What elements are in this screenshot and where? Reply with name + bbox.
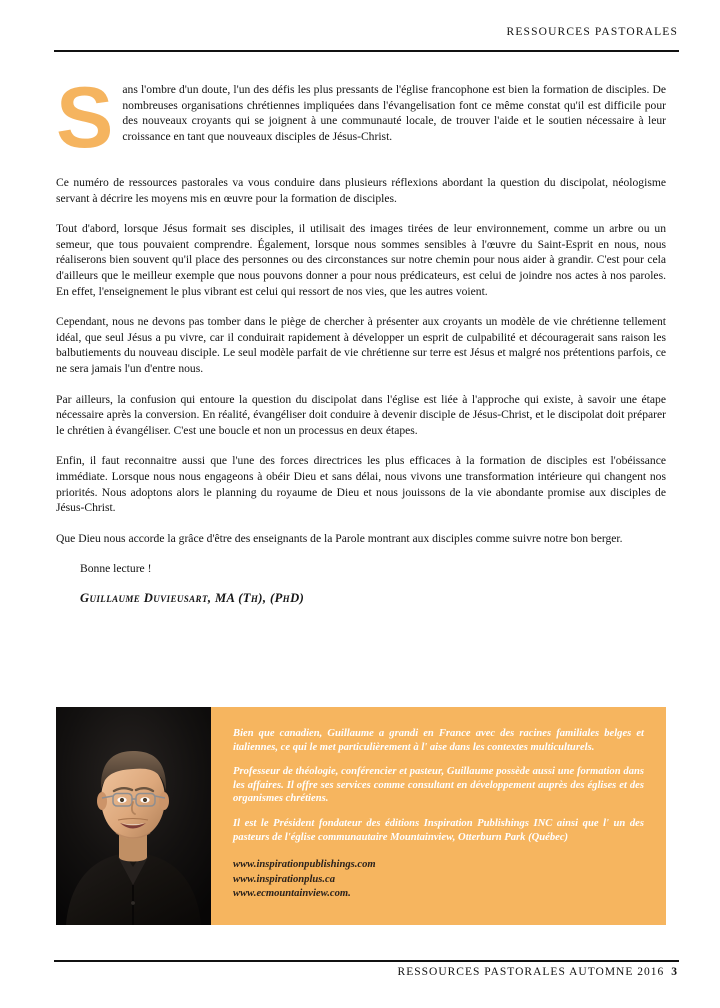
bio-links-list [233,858,644,901]
closing-line: Bonne lecture ! [80,562,152,576]
header-title: RESSOURCES PASTORALES [506,26,678,38]
page-footer [54,960,678,986]
footer-title: RESSOURCES PASTORALES AUTOMNE 2016 [397,966,665,978]
footer-divider [54,960,679,962]
paragraph-intro-text: ans l'ombre d'un doute, l'un des défis les plus pressants de l'église francophone est bien la formation de disciples. De nombreuses organisations chrétiennes impliquées dans l'évangelisation font ce même constat qu'il est difficile pour des nouveaux croyants qui se joignent à une communauté locale, de trouver l'aide et le soutien nécessaire à leur croissance en tant que nouveaux disciples de Jésus-Christ. [122,83,666,143]
author-photo [56,707,211,925]
paragraph-5: Par ailleurs, la confusion qui entoure la question du discipolat dans l'église est liée à l'approche qui existe, à savoir une étape nécessaire après la conversion. En réalité, évangéliser doit conduire à devenir disciple de Jésus-Christ, et le discipolat doit préparer le chrétien à évangéliser. C'est une boucle et non un processus en deux étapes. [56,392,666,437]
bio-paragraph-2: Professeur de théologie, conférencier et pasteur, Guillaume possède aussi une formation dans les affaires. Il offre ses services comme consultant en développement auprès des églises et des organismes chrétiens. [233,766,644,805]
bio-paragraph-1: Bien que canadien, Guillaume a grandi en France avec des racines familiales belges et italiennes, ce qui le met particulièrement à l' aise dans les contextes multiculturels. [233,728,644,753]
paragraph-4: Cependant, nous ne devons pas tomber dans le piège de chercher à présenter aux croyants un modèle de vie chrétienne tellement idéal, que seul Jésus a pu vivre, car il conduirait rapidement à développer un esprit de culpabilité et découragerait sans raison les balbutiements du nouveau disciple. Le seul modèle parfait de vie chrétienne sur terre est Jésus et malgré nos prétentions parfois, ce ne sera jamais l'un d'entre nous. [56,315,666,375]
bio-link-inspirationplus[interactable]: www.inspirationplus.ca [233,873,336,885]
footer-content [398,966,678,978]
author-portrait-image [56,707,211,925]
paragraph-intro [56,70,666,166]
article-body [56,70,666,606]
author-signature: Guillaume Duvieusart, MA (Th), (PhD) [80,590,305,605]
drop-cap-letter: S [56,70,114,166]
author-bio-block [56,707,666,925]
bio-link-ecmountainview[interactable]: www.ecmountainview.com. [233,887,351,899]
paragraph-2: Ce numéro de ressources pastorales va vous conduire dans plusieurs réflexions abordant la question du discipolat, néologisme servant à décrire les moyens mis en œuvre pour la formation de disciples. [56,176,666,205]
page-header [54,26,678,54]
bio-paragraph-3: Il est le Président fondateur des éditions Inspiration Publishings INC ainsi que l' un des pasteurs de l'église communautaire Mountainview, Otterburn Park (Québec) [233,817,644,843]
author-bio-text [211,707,666,925]
bio-link-inspirationpublishings[interactable]: www.inspirationpublishings.com [233,859,376,871]
paragraph-3: Tout d'abord, lorsque Jésus formait ses disciples, il utilisait des images tirées de leur environnement, comme un arbre ou un semeur, que tous pouvaient comprendre. Également, lorsque nous sommes sensibles à l'œuvre du Saint-Esprit en nous, nous réaliserons bien souvent qu'il place des personnes ou des circonstances sur notre chemin pour nous aider à grandir. C'est pour cela d'ailleurs que le meilleur exemple que nous pouvons donner a pour nous prédicateurs, est celui de joindre nos actes à nos paroles. En effet, l'enseignement le plus vibrant est celui qui ressort de nos vies, que les autres voient. [56,222,666,298]
paragraph-7: Que Dieu nous accorde la grâce d'être des enseignants de la Parole montrant aux disciples comme suivre notre bon berger. [56,531,623,545]
paragraph-6: Enfin, il faut reconnaitre aussi que l'une des forces directrices les plus efficaces à la formation de disciples est l'obéissance immédiate. Lorsque nous nous engageons à obéir Dieu et sans délai, nous vivons une transformation intérieure qui changent nos priorités. Nous adoptons alors le planning du royaume de Dieu et nous jouissons de la vie abondante promise aux disciples de Jésus-Christ. [56,454,666,515]
header-divider [54,50,679,52]
page-number: 3 [671,966,678,978]
